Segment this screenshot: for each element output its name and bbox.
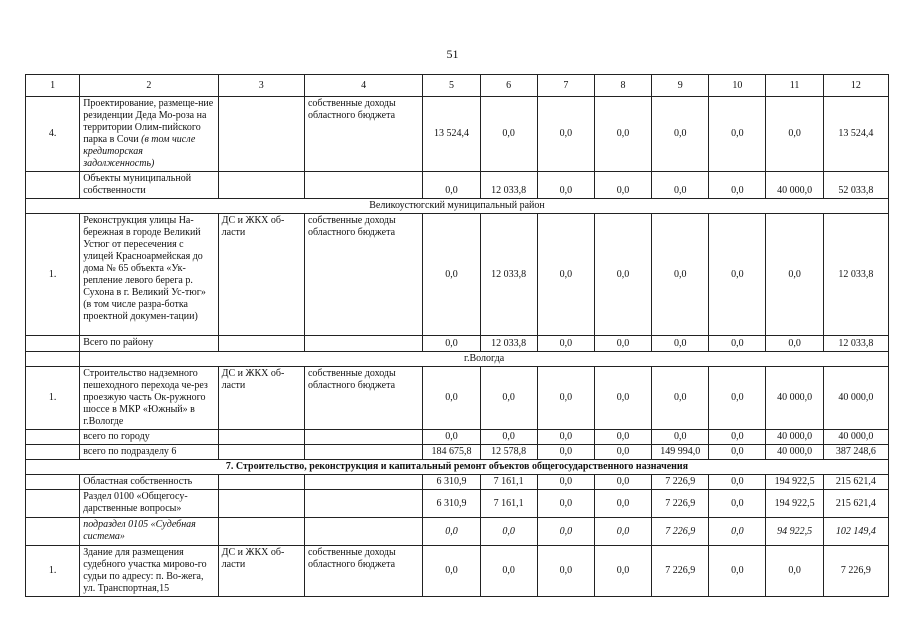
empty-cell (304, 172, 422, 199)
value-cell: 0,0 (652, 172, 709, 199)
row-number: 1. (26, 546, 80, 597)
value-cell: 0,0 (652, 214, 709, 336)
value-cell: 149 994,0 (652, 445, 709, 460)
value-cell: 0,0 (594, 490, 651, 518)
value-cell: 13 524,4 (423, 97, 480, 172)
value-cell: 13 524,4 (823, 97, 888, 172)
header-cell: 11 (766, 75, 823, 97)
empty-cell (218, 475, 304, 490)
header-cell: 2 (80, 75, 218, 97)
value-cell: 0,0 (652, 367, 709, 430)
table-row (26, 445, 889, 460)
value-cell: 0,0 (423, 430, 480, 445)
value-cell: 0,0 (709, 336, 766, 352)
table-row (26, 172, 889, 199)
empty-cell (26, 445, 80, 460)
executor-cell: ДС и ЖКХ об-ласти (218, 546, 304, 597)
value-cell: 102 149,4 (823, 518, 888, 546)
value-cell: 215 621,4 (823, 475, 888, 490)
row-label: Раздел 0100 «Общегосу-дарственные вопросы» (80, 490, 218, 518)
value-cell: 0,0 (652, 97, 709, 172)
table-row (26, 336, 889, 352)
value-cell: 0,0 (594, 445, 651, 460)
empty-cell (304, 336, 422, 352)
section-heading-row (26, 460, 889, 475)
value-cell: 12 033,8 (480, 214, 537, 336)
empty-cell (26, 172, 80, 199)
executor-cell (218, 97, 304, 172)
value-cell: 0,0 (537, 518, 594, 546)
value-cell: 0,0 (480, 97, 537, 172)
header-cell: 4 (304, 75, 422, 97)
value-cell: 0,0 (594, 97, 651, 172)
value-cell: 7 226,9 (652, 518, 709, 546)
table-row (26, 214, 889, 336)
value-cell: 0,0 (480, 430, 537, 445)
table-row (26, 518, 889, 546)
empty-cell (304, 430, 422, 445)
value-cell: 0,0 (766, 546, 823, 597)
table-row (26, 367, 889, 430)
table-header-row (26, 75, 889, 97)
value-cell: 0,0 (594, 214, 651, 336)
empty-cell (304, 475, 422, 490)
object-name: Строительство надземного пешеходного перехода че-рез проезжую часть Ок-ружного шоссе в МКР «Южный» в г.Вологде (80, 367, 218, 430)
header-cell: 10 (709, 75, 766, 97)
header-cell: 3 (218, 75, 304, 97)
row-number: 1. (26, 367, 80, 430)
value-cell: 0,0 (709, 546, 766, 597)
value-cell: 0,0 (423, 336, 480, 352)
value-cell: 7 226,9 (823, 546, 888, 597)
value-cell: 0,0 (423, 367, 480, 430)
value-cell: 0,0 (537, 430, 594, 445)
value-cell: 0,0 (709, 475, 766, 490)
value-cell: 215 621,4 (823, 490, 888, 518)
empty-cell (304, 445, 422, 460)
row-label: подраздел 0105 «Судебная система» (80, 518, 218, 546)
funding-source: собственные доходы областного бюджета (304, 214, 422, 336)
funding-source: собственные доходы областного бюджета (304, 546, 422, 597)
empty-cell (218, 336, 304, 352)
value-cell: 0,0 (594, 336, 651, 352)
object-name: Здание для размещения судебного участка мирово-го судьи по адресу: п. Во-жега, ул. Транспортная,15 (80, 546, 218, 597)
row-label: Областная собственность (80, 475, 218, 490)
district-title: г.Вологда (80, 352, 889, 367)
value-cell: 40 000,0 (766, 172, 823, 199)
value-cell: 0,0 (537, 475, 594, 490)
table-row (26, 490, 889, 518)
value-cell: 0,0 (423, 546, 480, 597)
value-cell: 0,0 (594, 475, 651, 490)
header-cell: 8 (594, 75, 651, 97)
value-cell: 6 310,9 (423, 475, 480, 490)
empty-cell (218, 490, 304, 518)
value-cell: 0,0 (537, 445, 594, 460)
table-row (26, 97, 889, 172)
value-cell: 0,0 (537, 490, 594, 518)
value-cell: 194 922,5 (766, 490, 823, 518)
value-cell: 0,0 (709, 367, 766, 430)
budget-table (25, 74, 889, 597)
value-cell: 0,0 (709, 214, 766, 336)
value-cell: 0,0 (594, 518, 651, 546)
empty-cell (26, 430, 80, 445)
value-cell: 40 000,0 (766, 445, 823, 460)
section-title: 7. Строительство, реконструкция и капитальный ремонт объектов общегосударственного назначения (26, 460, 889, 475)
value-cell: 6 310,9 (423, 490, 480, 518)
value-cell: 0,0 (594, 172, 651, 199)
row-label: Всего по району (80, 336, 218, 352)
value-cell: 0,0 (709, 445, 766, 460)
table-row (26, 430, 889, 445)
value-cell: 12 033,8 (823, 336, 888, 352)
value-cell: 0,0 (480, 546, 537, 597)
value-cell: 0,0 (594, 367, 651, 430)
empty-cell (26, 490, 80, 518)
district-heading-row (26, 199, 889, 214)
value-cell: 12 033,8 (823, 214, 888, 336)
object-name: Проектирование, размеще-ние резиденции Деда Мо-роза на территории Олим-пийского парка в Сочи (в том числе кредиторская задолженность) (80, 97, 218, 172)
funding-source: собственные доходы областного бюджета (304, 367, 422, 430)
empty-cell (26, 475, 80, 490)
value-cell: 0,0 (766, 336, 823, 352)
value-cell: 0,0 (480, 367, 537, 430)
value-cell: 387 248,6 (823, 445, 888, 460)
value-cell: 0,0 (709, 430, 766, 445)
value-cell: 0,0 (480, 518, 537, 546)
row-number: 4. (26, 97, 80, 172)
value-cell: 0,0 (709, 172, 766, 199)
value-cell: 7 226,9 (652, 475, 709, 490)
value-cell: 0,0 (709, 518, 766, 546)
empty-cell (304, 518, 422, 546)
value-cell: 40 000,0 (823, 430, 888, 445)
empty-cell (218, 172, 304, 199)
value-cell: 7 161,1 (480, 475, 537, 490)
header-cell: 5 (423, 75, 480, 97)
empty-cell (26, 336, 80, 352)
value-cell: 12 033,8 (480, 172, 537, 199)
value-cell: 12 578,8 (480, 445, 537, 460)
value-cell: 7 161,1 (480, 490, 537, 518)
value-cell: 40 000,0 (823, 367, 888, 430)
empty-cell (218, 518, 304, 546)
value-cell: 0,0 (423, 518, 480, 546)
value-cell: 0,0 (537, 367, 594, 430)
value-cell: 0,0 (423, 172, 480, 199)
header-cell: 7 (537, 75, 594, 97)
empty-cell (26, 518, 80, 546)
value-cell: 7 226,9 (652, 490, 709, 518)
value-cell: 0,0 (652, 430, 709, 445)
executor-cell: ДС и ЖКХ об-ласти (218, 367, 304, 430)
object-name: Реконструкция улицы На-бережная в городе Великий Устюг от пересечения с улицей Красноармейская до дома № 65 объекта «Ук-репление левого берега р. Сухона в г. Великий Ус-тюг» (в том числе разра-ботка проектной докумен-тации) (80, 214, 218, 336)
empty-cell (304, 490, 422, 518)
value-cell: 0,0 (537, 97, 594, 172)
value-cell: 194 922,5 (766, 475, 823, 490)
table-row (26, 546, 889, 597)
header-cell: 1 (26, 75, 80, 97)
value-cell: 0,0 (537, 172, 594, 199)
page-number: 51 (446, 47, 459, 61)
value-cell: 0,0 (594, 546, 651, 597)
value-cell: 12 033,8 (480, 336, 537, 352)
row-label: всего по городу (80, 430, 218, 445)
value-cell: 0,0 (537, 214, 594, 336)
empty-cell (218, 445, 304, 460)
value-cell: 0,0 (709, 97, 766, 172)
value-cell: 40 000,0 (766, 430, 823, 445)
header-cell: 6 (480, 75, 537, 97)
value-cell: 0,0 (766, 97, 823, 172)
row-number: 1. (26, 214, 80, 336)
header-cell: 9 (652, 75, 709, 97)
header-cell: 12 (823, 75, 888, 97)
funding-source: собственные доходы областного бюджета (304, 97, 422, 172)
value-cell: 0,0 (766, 214, 823, 336)
empty-cell (26, 352, 80, 367)
table-row (26, 475, 889, 490)
value-cell: 40 000,0 (766, 367, 823, 430)
value-cell: 0,0 (423, 214, 480, 336)
value-cell: 0,0 (537, 336, 594, 352)
value-cell: 0,0 (537, 546, 594, 597)
value-cell: 0,0 (652, 336, 709, 352)
value-cell: 94 922,5 (766, 518, 823, 546)
executor-cell: ДС и ЖКХ об-ласти (218, 214, 304, 336)
value-cell: 0,0 (709, 490, 766, 518)
district-heading-row (26, 352, 889, 367)
value-cell: 0,0 (594, 430, 651, 445)
value-cell: 7 226,9 (652, 546, 709, 597)
value-cell: 52 033,8 (823, 172, 888, 199)
district-title: Великоустюгский муниципальный район (26, 199, 889, 214)
row-label: всего по подразделу 6 (80, 445, 218, 460)
empty-cell (218, 430, 304, 445)
value-cell: 184 675,8 (423, 445, 480, 460)
row-label: Объекты муниципальной собственности (80, 172, 218, 199)
